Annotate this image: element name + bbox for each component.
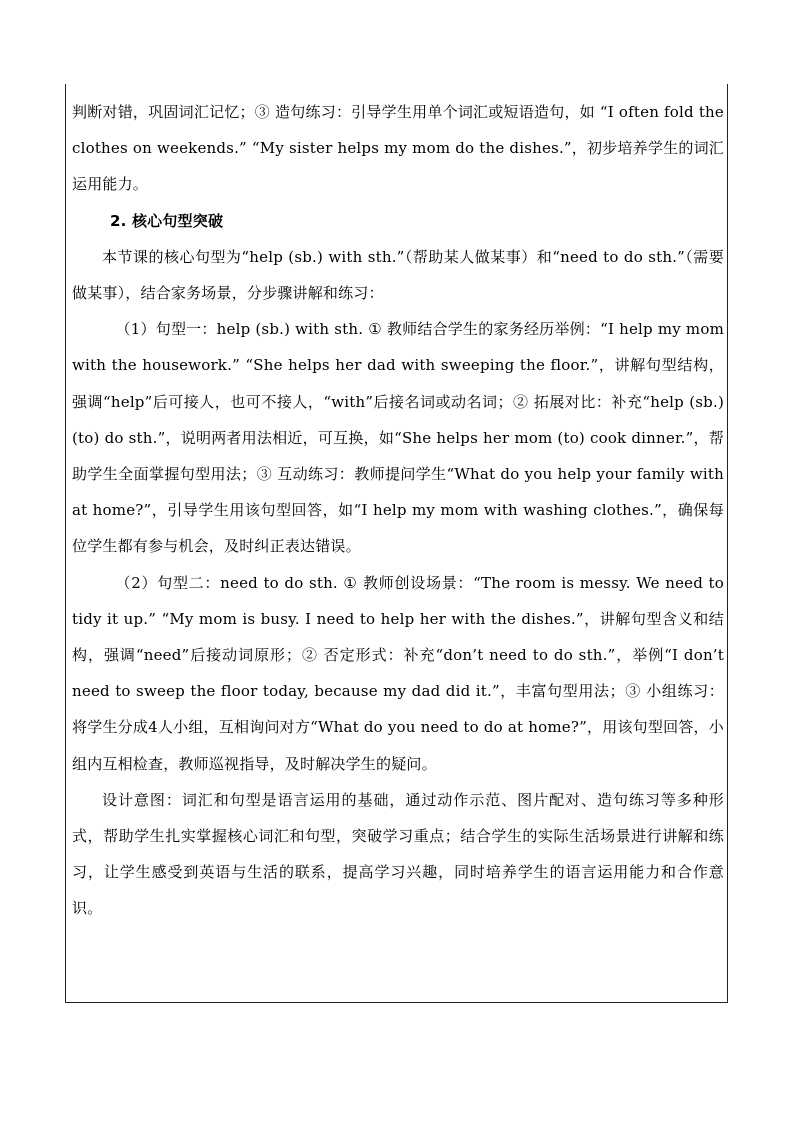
paragraph-intro: 本节课的核心句型为“help (sb.) with sth.”（帮助某人做某事）和“need to do sth.”（需要做某事），结合家务场景，分步骤讲解和练习： <box>72 247 724 303</box>
document-body <box>72 94 724 927</box>
paragraph-pattern-two: （2）句型二：need to do sth. ① 教师创设场景：“The room is messy. We need to tidy it up.” “My mom is busy. I need to help her with the dishes.”，讲解句型含义和结构，强调“need”后接动词原形；② 否定形式：补充“don’t need to do sth.”，举例“I don’t need to sweep the floor today, because my dad did it.”，丰富句型用法；③ 小组练习：将学生分成4人小组，互相询问对方“What do you need to do at home?”，用该句型回答，小组内互相检查，教师巡视指导，及时解决学生的疑问。 <box>72 573 724 773</box>
paragraph-pattern-one: （1）句型一：help (sb.) with sth. ① 教师结合学生的家务经历举例：“I help my mom with the housework.” “She helps her dad with sweeping the floor.”，讲解句型结构，强调“help”后可接人，也可不接人，“with”后接名词或动名词；② 拓展对比：补充“help (sb.) (to) do sth.”，说明两者用法相近，可互换，如“She helps her mom (to) cook dinner.”，帮助学生全面掌握句型用法；③ 互动练习：教师提问学生“What do you help your family with at home?”，引导学生用该句型回答，如“I help my mom with washing clothes.”，确保每位学生都有参与机会，及时纠正表达错误。 <box>72 320 724 556</box>
paragraph-design-intent: 设计意图：词汇和句型是语言运用的基础，通过动作示范、图片配对、造句练习等多种形式，帮助学生扎实掌握核心词汇和句型，突破学习重点；结合学生的实际生活场景进行讲解和练习，让学生感受到英语与生活的联系，提高学习兴趣，同时培养学生的语言运用能力和合作意识。 <box>72 790 724 918</box>
paragraph-continuation: 判断对错，巩固词汇记忆；③ 造句练习：引导学生用单个词汇或短语造句，如 “I often fold the clothes on weekends.” “My sister helps my mom do the dishes.”，初步培养学生的词汇运用能力。 <box>72 103 724 194</box>
section-heading: 2. 核心句型突破 <box>110 211 224 230</box>
